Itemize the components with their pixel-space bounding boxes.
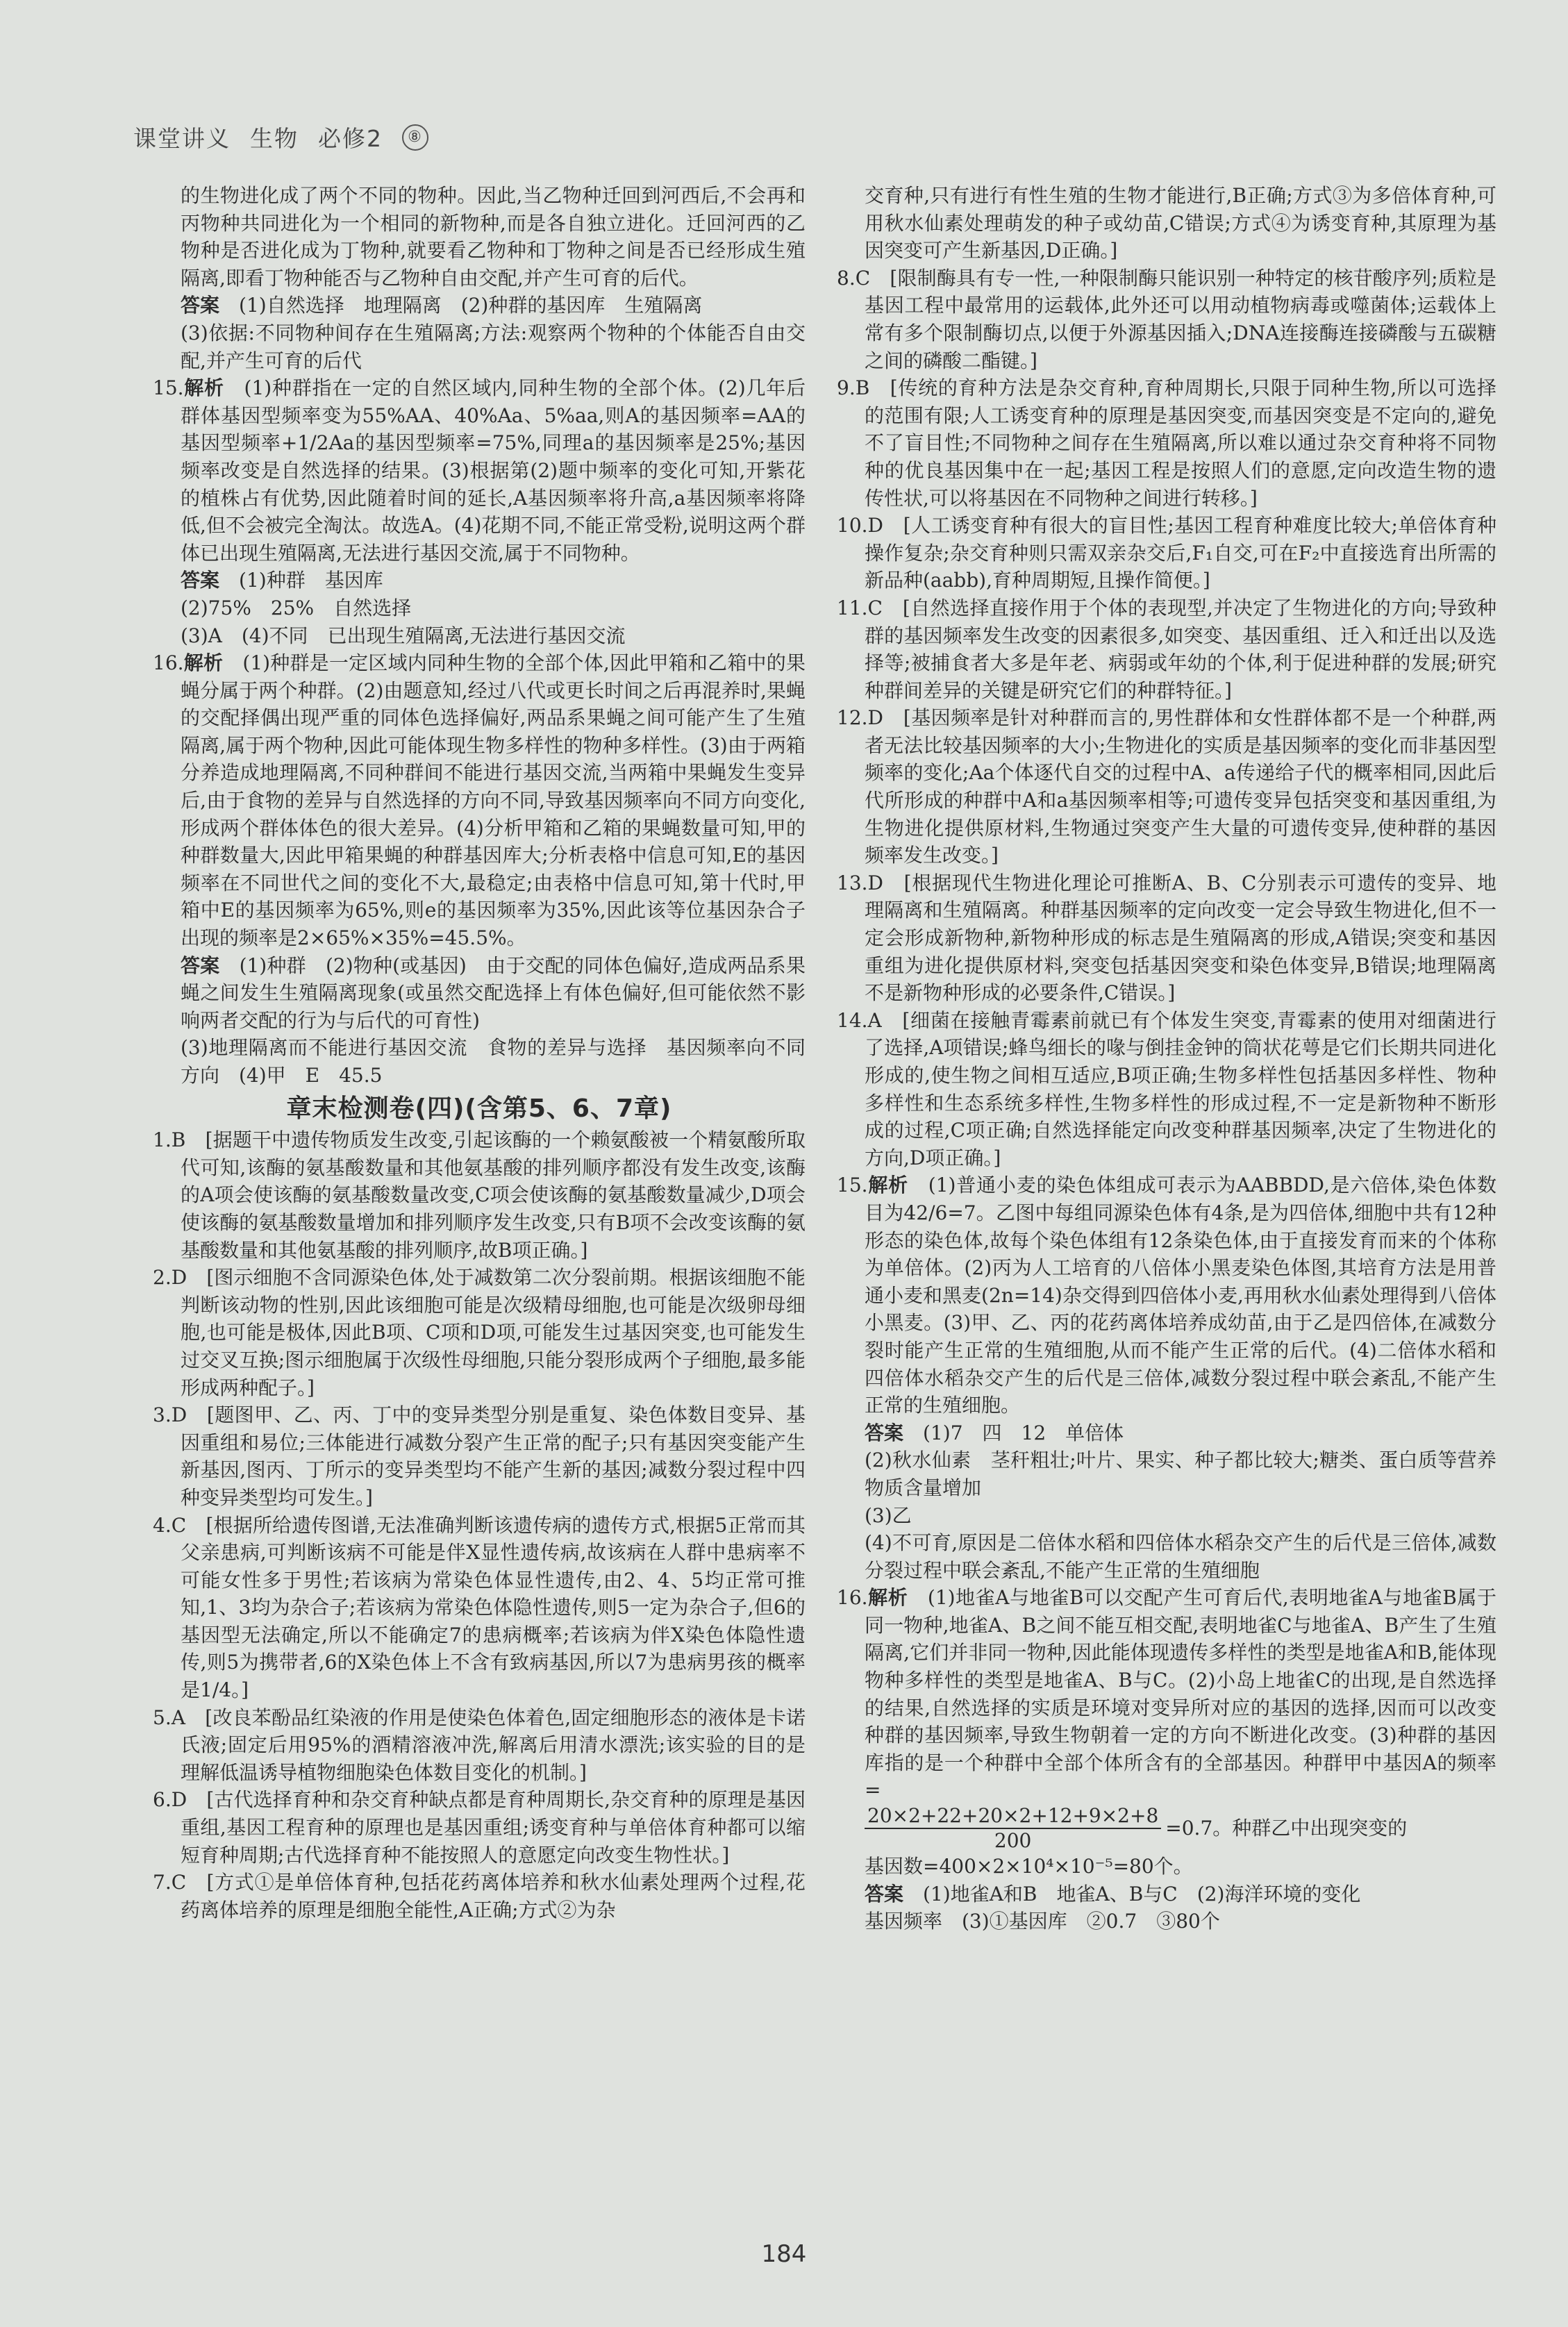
analysis-text: (1)种群指在一定的自然区域内,同种生物的全部个体。(2)几年后群体基因型频率变为55%AA、40%Aa、5%aa,则A的基因频率=AA的基因型频率+1/2Aa的基因型频率=75%,同理a的基因频率是25%;基因频率改变是自然选择的结果。(3)根据第(2)题中频率的变化可知,开紫花的植株占有优势,因此随着时间的延长,A基因频率将升高,a基因频率将降低,但不会被完全淘汰。故选A。(4)花期不同,不能正常受粉,说明这两个群体已出现生殖隔离,无法进行基因交流,属于不同物种。: [181, 376, 806, 565]
answer-15: [153, 567, 806, 594]
right-column: [837, 182, 1496, 1935]
answer-16: [153, 952, 806, 1035]
fraction: [865, 1804, 1161, 1853]
answer-16: [837, 1880, 1496, 1908]
answer-15: [837, 1419, 1496, 1447]
analysis-text: (1)种群是一定区域内同种生物的全部个体,因此甲箱和乙箱中的果蝇分属于两个种群。(2)由题意知,经过八代或更长时间之后再混养时,果蝇的交配择偶出现严重的同体色选择偏好,两品系果蝇之间可能产生了生殖隔离,属于两个物种,因此可能体现生物多样性的物种多样性。(3)由于两箱分养造成地理隔离,不同种群间不能进行基因交流,当两箱中果蝇发生变异后,由于食物的差异与自然选择的方向不同,导致基因频率向不同方向变化,形成两个群体体色的很大差异。(4)分析甲箱和乙箱的果蝇数量可知,甲的种群数量大,因此甲箱果蝇的种群基因库大;分析表格中信息可知,E的基因频率在不同世代之间的变化不大,最稳定;由表格中信息可知,第十代时,甲箱中E的基因频率为65%,则e的基因频率为35%,因此该等位基因杂合子出现的频率是2×65%×35%=45.5%。: [181, 651, 806, 950]
answer-label: 答案: [181, 294, 220, 317]
analysis-text: (1)普通小麦的染色体组成可表示为AABBDD,是六倍体,染色体数目为42/6=7。乙图中每组同源染色体有4条,是为四倍体,细胞中共有12种形态的染色体,故每个染色体组有12条染色体,由于直接发育而来的个体称为单倍体。(2)丙为人工培育的八倍体小黑麦染色体图,其培育方法是用普通小麦和黑麦(2n=14)杂交得到四倍体小麦,再用秋水仙素处理得到八倍体小黑麦。(3)甲、乙、丙的花药离体培养成幼苗,由于乙是四倍体,在减数分裂时能产生正常的生殖细胞,从而不能产生正常的后代。(4)二倍体水稻和四倍体水稻杂交产生的后代是三倍体,减数分裂过程中联会紊乱,不能产生正常的生殖细胞。: [865, 1174, 1496, 1417]
page-header: [133, 121, 428, 153]
question-item: 8.C [限制酶具有专一性,一种限制酶只能识别一种特定的核苷酸序列;质粒是基因工程中最常用的运载体,此外还可以用动植物病毒或噬菌体;运载体上常有多个限制酶切点,以便于外源基因插入;DNA连接酶连接磷酸与五碳糖之间的磷酸二酯键。]: [837, 266, 1496, 372]
answer-text: (4)不可育,原因是二倍体水稻和四倍体水稻杂交产生的后代是三倍体,减数分裂过程中联会紊乱,不能产生正常的生殖细胞: [865, 1531, 1496, 1582]
edition-badge-icon: ⑧: [402, 124, 428, 151]
answer-label: 答案: [181, 569, 220, 592]
analysis-label: 解析: [867, 1586, 908, 1610]
question-item: 11.C [自然选择直接作用于个体的表现型,并决定了生物进化的方向;导致种群的基因频率发生改变的因素很多,如突变、基因重组、迁入和迁出以及选择等;被捕食者大多是年老、病弱或年幼的个体,利于促进种群的发展;研究种群间差异的关键是研究它们的种群特征。]: [837, 596, 1496, 702]
question-item: 1.B [据题干中遗传物质发生改变,引起该酶的一个赖氨酸被一个精氨酸所取代可知,该酶的氨基酸数量和其他氨基酸的排列顺序都没有发生改变,该酶的A项会使该酶的氨基酸数量改变,C项会使该酶的氨基酸数量减少,D项会使该酶的氨基酸数量增加和排列顺序发生改变,只有B项不会改变该酶的氨基酸数量和其他氨基酸的排列顺序,故B项正确。]: [153, 1128, 806, 1262]
analysis-text: (1)地雀A与地雀B可以交配产生可育后代,表明地雀A与地雀B属于同一物种,地雀A、B之间不能互相交配,表明地雀C与地雀A、B产生了生殖隔离,它们并非同一物种,因此能体现遗传多样性的类型是地雀A和B,能体现物种多样性的类型是地雀A、B与C。(2)小岛上地雀C的出现,是自然选择的结果,自然选择的实质是环境对变异所对应的基因的选择,因而可以改变种群的基因频率,导致生物朝着一定的方向不断进化改变。(3)种群的基因库指的是一个种群中全部个体所含有的全部基因。种群甲中基因A的频率=: [865, 1586, 1496, 1802]
question-number: 15.: [153, 376, 184, 400]
answer-text: (3)依据:不同物种间存在生殖隔离;方法:观察两个物种的个体能否自由交配,并产生可育的后代: [181, 321, 806, 372]
fraction-denominator: 200: [994, 1829, 1032, 1853]
analysis-label: 解析: [183, 651, 224, 675]
question-15: [153, 374, 806, 567]
formula: [837, 1804, 1496, 1853]
answer-text: (2)秋水仙素 茎秆粗壮;叶片、果实、种子都比较大;糖类、蛋白质等营养物质含量增加: [865, 1449, 1496, 1499]
analysis-label: 解析: [867, 1174, 908, 1197]
question-item: 2.D [图示细胞不含同源染色体,处于减数第二次分裂前期。根据该细胞不能判断该动物的性别,因此该细胞可能是次级精母细胞,也可能是次级卵母细胞,也可能是极体,因此B项、C项和D项,可能发生过基因突变,也可能发生过交叉互换;图示细胞属于次级性母细胞,只能分裂形成两个子细胞,最多能形成两种配子。]: [153, 1266, 806, 1399]
answer-text: (3)乙: [865, 1503, 912, 1527]
question-number: 15.: [837, 1174, 868, 1197]
answer-text: (1)种群 (2)物种(或基因) 由于交配的同体色偏好,造成两品系果蝇之间发生生殖隔离现象(或虽然交配选择上有体色偏好,但可能依然不影响两者交配的行为与后代的可育性): [181, 953, 806, 1032]
question-item: 3.D [题图甲、乙、丙、丁中的变异类型分别是重复、染色体数目变异、基因重组和易位;三体能进行减数分裂产生正常的配子;只有基因突变能产生新基因,图丙、丁所示的变异类型均不能产生新的基因;减数分裂过程中四种变异类型均可发生。]: [153, 1403, 806, 1509]
paragraph: 的生物进化成了两个不同的物种。因此,当乙物种迁回到河西后,不会再和丙物种共同进化为一个相同的新物种,而是各自独立进化。迁回河西的乙物种是否进化成为丁物种,就要看乙物种和丁物种之间是否已经形成生殖隔离,即看丁物种能否与乙物种自由交配,并产生可育的后代。: [181, 184, 806, 290]
formula-result: =0.7。种群乙中出现突变的: [1165, 1817, 1408, 1840]
question-item: 13.D [根据现代生物进化理论可推断A、B、C分别表示可遗传的变异、地理隔离和生殖隔离。种群基因频率的定向改变一定会导致生物进化,但不一定会形成新物种,新物种形成的标志是生殖隔离的形成,A错误;突变和基因重组为进化提供原材料,突变包括基因突变和染色体变异,B错误;地理隔离不是新物种形成的必要条件,C错误。]: [837, 871, 1496, 1005]
question-item: 6.D [古代选择育种和杂交育种缺点都是育种周期长,杂交育种的原理是基因重组,基因工程育种的原理也是基因重组;诱变育种与单倍体育种都可以缩短育种周期;古代选择育种不能按照人的意愿定向改变生物性状。]: [153, 1788, 806, 1867]
analysis-label: 解析: [183, 376, 224, 400]
question-15: [837, 1171, 1496, 1419]
question-item: 7.C [方式①是单倍体育种,包括花药离体培养和秋水仙素处理两个过程,花药离体培养的原理是细胞全能性,A正确;方式②为杂: [153, 1871, 806, 1921]
analysis-text: 基因数=400×2×10⁴×10⁻⁵=80个。: [865, 1855, 1193, 1878]
answer-14: [153, 292, 806, 319]
question-item: 5.A [改良苯酚品红染液的作用是使染色体着色,固定细胞形态的液体是卡诺氏液;固定后用95%的酒精溶液冲洗,解离后用清水漂洗;该实验的目的是理解低温诱导植物细胞染色体数目变化的机制。]: [153, 1705, 806, 1784]
answer-label: 答案: [181, 953, 220, 977]
question-number: 16.: [153, 651, 184, 675]
book-volume: 必修2: [318, 125, 383, 152]
answer-text: (1)7 四 12 单倍体: [923, 1421, 1124, 1444]
question-item: 12.D [基因频率是针对种群而言的,男性群体和女性群体都不是一个种群,两者无法比较基因频率的大小;生物进化的实质是基因频率的变化而非基因型频率的变化;Aa个体逐代自交的过程中A、a传递给子代的概率相同,因此后代所形成的种群中A和a基因频率相等;可遗传变异包括突变和基因重组,为生物进化提供原材料,生物通过突变产生大量的可遗传变异,使种群的基因频率发生改变。]: [837, 706, 1496, 867]
question-item: 10.D [人工诱变育种有很大的盲目性;基因工程育种难度比较大;单倍体育种操作复杂;杂交育种则只需双亲杂交后,F₁自交,可在F₂中直接选育出所需的新品种(aabb),育种周期短,且操作简便。]: [837, 514, 1496, 592]
question-item: 4.C [根据所给遗传图谱,无法准确判断该遗传病的遗传方式,根据5正常而其父亲患病,可判断该病不可能是伴X显性遗传病,故该病在人群中患病率不可能女性多于男性;若该病为常染色体显性遗传,由2、4、5均正常可推知,1、3均为杂合子;若该病为常染色体隐性遗传,则5一定为杂合子,但6的基因型无法确定,所以不能确定7的患病概率;若该病为伴X染色体隐性遗传,则5为携带者,6的X染色体上不含有致病基因,所以7为患病男孩的概率是1/4。]: [153, 1513, 806, 1702]
book-subject: 生物: [250, 125, 299, 152]
book-series: 课堂讲义: [133, 125, 231, 152]
answer-text: (3)地理隔离而不能进行基因交流 食物的差异与选择 基因频率向不同方向 (4)甲 E 45.5: [181, 1036, 806, 1087]
page-number: 184: [761, 2240, 807, 2268]
left-column: [153, 182, 806, 1924]
question-number: 16.: [837, 1586, 868, 1610]
answer-text: (1)种群 基因库: [239, 569, 383, 592]
answer-text: (1)地雀A和B 地雀A、B与C (2)海洋环境的变化: [923, 1882, 1361, 1905]
paragraph: 交育种,只有进行有性生殖的生物才能进行,B正确;方式③为多倍体育种,可用秋水仙素处理萌发的种子或幼苗,C错误;方式④为诱变育种,其原理为基因突变可产生新基因,D正确。]: [865, 184, 1496, 262]
fraction-numerator: 20×2+22+20×2+12+9×2+8: [865, 1804, 1161, 1829]
answer-text: (2)75% 25% 自然选择: [181, 596, 412, 619]
answer-label: 答案: [865, 1882, 904, 1905]
question-item: 14.A [细菌在接触青霉素前就已有个体发生突变,青霉素的使用对细菌进行了选择,A项错误;蜂鸟细长的喙与倒挂金钟的筒状花萼是它们长期共同进化形成的,使生物之间相互适应,B项正确;生物多样性包括基因多样性、物种多样性和生态系统多样性,生物多样性的形成过程,不一定是新物种不断形成的过程,C项正确;自然选择能定向改变种群基因频率,决定了生物进化的方向,D项正确。]: [837, 1008, 1496, 1169]
question-16: [153, 649, 806, 952]
question-16: [837, 1584, 1496, 1804]
answer-text: (3)A (4)不同 已出现生殖隔离,无法进行基因交流: [181, 624, 626, 647]
section-title: 章末检测卷(四)(含第5、6、7章): [286, 1094, 672, 1123]
answer-label: 答案: [865, 1421, 904, 1444]
answer-text: (1)自然选择 地理隔离 (2)种群的基因库 生殖隔离: [239, 294, 703, 317]
question-item: 9.B [传统的育种方法是杂交育种,育种周期长,只限于同种生物,所以可选择的范围有限;人工诱变育种的原理是基因突变,而基因突变是不定向的,避免不了盲目性;不同物种之间存在生殖隔离,所以难以通过杂交育种将不同物种的优良基因集中在一起;基因工程是按照人们的意愿,定向改造生物的遗传性状,可以将基因在不同物种之间进行转移。]: [837, 376, 1496, 510]
answer-text: 基因频率 (3)①基因库 ②0.7 ③80个: [865, 1910, 1220, 1933]
